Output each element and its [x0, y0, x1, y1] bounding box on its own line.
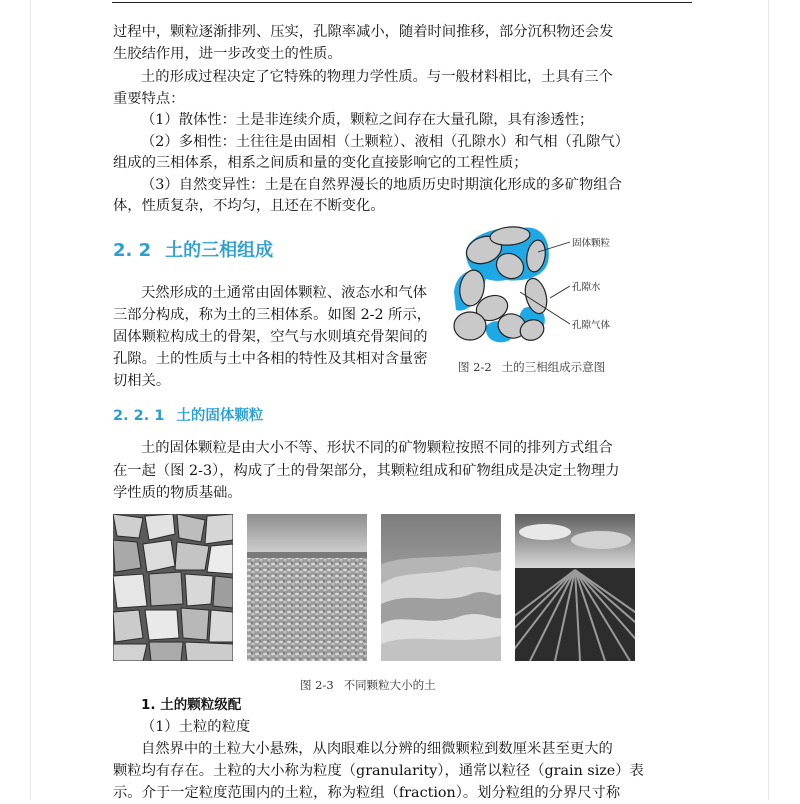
three-phase-svg [452, 222, 642, 352]
caption-number: 图 2-2 [458, 360, 492, 374]
page-right-edge [768, 0, 769, 800]
grading-line3: 示。介于一定粒度范围内的土粒，称为粒组（fraction）。划分粒组的分界尺寸称 [113, 785, 621, 801]
feature-item-3-line1: （3）自然变异性：土是在自然界漫长的地质历史时期演化形成的多矿物组合 [141, 177, 622, 193]
para2-line2: 重要特点： [113, 91, 185, 107]
figure-2-2-caption [458, 359, 605, 375]
section22-line1: 天然形成的土通常由固体颗粒、液态水和气体 [141, 285, 427, 301]
subsection-number: 2. 2. 1 [113, 408, 165, 424]
soil-particle [454, 312, 486, 340]
label-pore-air: 孔隙气体 [572, 320, 611, 331]
feature-item-3-line2: 体，性质复杂，不均匀，且还在不断变化。 [113, 198, 385, 214]
feature-item-2-line1: （2）多相性：土往往是由固相（土颗粒）、液相（孔隙水）和气相（孔隙气） [141, 134, 630, 150]
section221-line1: 土的固体颗粒是由大小不等、形状不同的矿物颗粒按照不同的排列方式组合 [141, 440, 613, 456]
feature-item-2-line2: 组成的三相体系，相系之间质和量的变化直接影响它的工程性质； [113, 155, 528, 171]
label-solid-particle: 固体颗粒 [572, 238, 611, 249]
grading-line1: 自然界中的土粒大小悬殊，从肉眼难以分辨的细微颗粒到数厘米甚至更大的 [141, 741, 613, 757]
section22-line4: 孔隙。土的性质与土中各相的特性及其相对含量密 [113, 351, 428, 367]
para2-line1: 土的形成过程决定了它特殊的物理力学性质。与一般材料相比，土具有三个 [141, 69, 613, 85]
page-left-edge [30, 0, 31, 800]
section-number: 2. 2 [113, 240, 152, 261]
caption-text: 不同颗粒大小的土 [343, 678, 436, 692]
label-pore-water: 孔隙水 [572, 282, 601, 293]
figure-2-3-caption [300, 677, 436, 693]
section22-line3: 固体颗粒构成土的骨架，空气与水则填充骨架间的 [113, 329, 428, 345]
section-heading-2-2-1 [113, 404, 263, 425]
sand-dunes-photo [381, 514, 501, 661]
gravel-photo [247, 514, 367, 661]
section-heading-2-2 [113, 236, 273, 262]
plowed-field-photo [515, 514, 635, 661]
subsection-title: 土的固体颗粒 [176, 408, 264, 424]
section221-line3: 学性质的物质基础。 [113, 485, 242, 501]
section22-line5: 切相关。 [113, 373, 171, 389]
feature-item-1: （1）散体性：土是非连续介质，颗粒之间存在大量孔隙，具有渗透性； [141, 112, 594, 128]
section-title: 土的三相组成 [165, 240, 274, 261]
three-phase-diagram [452, 222, 642, 352]
caption-text: 土的三相组成示意图 [501, 360, 606, 374]
caption-number: 图 2-3 [300, 678, 334, 692]
leader-line-water [550, 286, 570, 298]
grading-line2: 颗粒均有存在。土粒的大小称为粒度（granularity），通常以粒径（grain size）表 [113, 763, 644, 779]
section221-line2: 在一起（图 2-3），构成了土的骨架部分，其颗粒组成和矿物组成是决定土物理力 [113, 463, 620, 479]
para1-line2: 生胶结作用，进一步改变土的性质。 [113, 46, 342, 62]
section22-line2: 三部分构成，称为土的三相体系。如图 2-2 所示， [113, 307, 432, 323]
para1-line1: 过程中，颗粒逐渐排列、压实，孔隙率减小，随着时间推移，部分沉积物还会发 [113, 24, 614, 40]
grading-heading: 1. 土的颗粒级配 [141, 697, 242, 713]
header-rule [112, 2, 692, 3]
pore-air-pocket [500, 282, 524, 298]
boulders-photo [113, 514, 233, 661]
grading-subheading: （1）土粒的粒度 [141, 719, 251, 735]
